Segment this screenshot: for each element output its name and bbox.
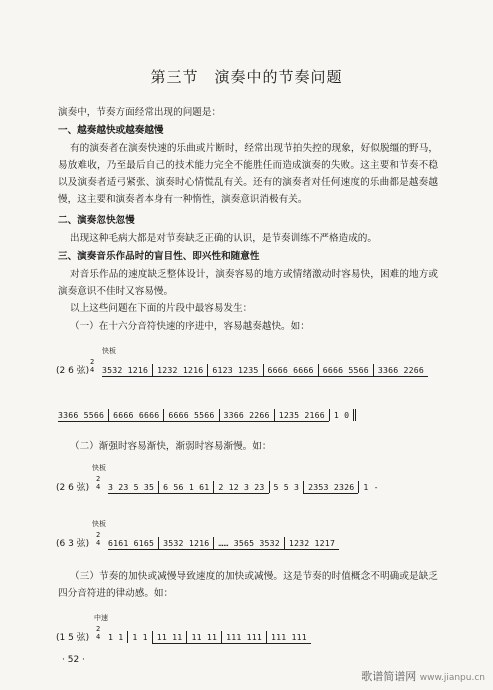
time-signature: 2 4: [96, 475, 101, 491]
string-label: (6 3 弦): [56, 539, 90, 549]
paragraph-3b: 以上这些问题在下面的片段中最容易发生：: [70, 303, 253, 314]
measure: 1 0: [329, 409, 356, 421]
measures: [108, 631, 311, 644]
measure: 5 5 3: [269, 481, 304, 493]
time-signature: 2 4: [96, 625, 101, 641]
example-3-caption: （三）节奏的加快或减慢导致速度的加快或减慢。这是节奏的时值概念不明确或是缺乏四分音符进的律动感。如：: [58, 571, 438, 599]
tempo-mark: 快板: [92, 464, 106, 472]
measure: 11 11: [186, 631, 221, 644]
measure: 1235 2166: [274, 409, 329, 422]
score-row-3: [56, 464, 466, 502]
paragraph-1: 有的演奏者在演奏快速的乐曲或片断时，经常出现节拍失控的现象，好似脱缰的野马，易放难收，乃至最后自己的技术能力完全不能胜任而造成演奏的失败。这主要和节奏不稳以及演奏者适弓紧张、演奏时心情慌乱有关。还有的演奏者对任何速度的乐曲都是越奏越慢，这主要和演奏者本身有一种惰性，演奏意识消极有关。: [58, 143, 438, 205]
string-label: (2 6 弦): [56, 366, 90, 376]
measure: 6666 5566: [163, 409, 218, 422]
heading-1: 一、越奏越快或越奏越慢: [58, 125, 164, 136]
tempo-mark: 快板: [102, 347, 116, 355]
score-row-1: [56, 347, 466, 385]
heading-2: 二、演奏忽快忽慢: [58, 215, 135, 226]
measure: …… 3565 3532: [213, 537, 284, 550]
measures: [108, 481, 383, 494]
measure: 3366 2266: [373, 364, 428, 377]
measure: 3 23 5 35: [108, 481, 158, 494]
measure: 1 1: [108, 632, 124, 642]
paragraph-2: 出现这种毛病大都是对节奏缺乏正确的认识，是节奏训练不严格造成的。: [70, 233, 377, 244]
measure: 6161 6165: [108, 537, 158, 550]
example-2-caption: （二）渐强时容易渐快，渐弱时容易渐慢。如：: [70, 441, 272, 452]
time-signature: 2 4: [90, 358, 95, 374]
score-row-2: [56, 400, 466, 430]
time-signature: 2 4: [96, 531, 101, 547]
measure: 111 111: [266, 631, 311, 644]
measure: 3366 2266: [219, 409, 274, 422]
watermark-en: www.jianpu.cn: [419, 673, 485, 683]
string-label: (1 5 弦): [56, 633, 90, 643]
measures: [58, 409, 356, 422]
measure: 1232 1217: [284, 537, 339, 550]
measure: 1 -: [358, 481, 382, 493]
measure: 111 111: [221, 631, 266, 644]
intro-text: 演奏中，节奏方面经常出现的问题是：: [58, 107, 222, 118]
measure: 3532 1216: [158, 537, 213, 550]
measure: 11 11: [152, 631, 187, 644]
section-title: 第三节 演奏中的节奏问题: [150, 68, 343, 86]
page-number: · 52 ·: [62, 655, 85, 665]
score-row-4: [56, 520, 466, 558]
site-watermark: [361, 668, 485, 684]
measures: [102, 364, 428, 377]
measure: 6 56 1 61: [158, 481, 213, 494]
measure: 6666 6666: [108, 409, 163, 422]
tempo-mark: 快板: [92, 520, 106, 528]
example-1-caption: （一）在十六分音符快速的序进中，容易越奏越快。如：: [70, 321, 310, 332]
measure: 6123 1235: [207, 364, 262, 377]
string-label: (2 6 弦): [56, 483, 90, 493]
measure: 6666 6666: [263, 364, 318, 377]
measures: [108, 537, 339, 550]
measure: 2 12 3 23: [213, 481, 268, 494]
measure: 3366 5566: [58, 409, 108, 422]
score-row-5: [56, 614, 466, 652]
measure: 1 1: [127, 631, 151, 643]
measure: 6666 5566: [318, 364, 373, 377]
tempo-mark: 中速: [94, 614, 108, 622]
measure: 3532 1216: [102, 364, 152, 377]
watermark-cn: 歌谱简谱网: [361, 670, 417, 683]
measure: 1232 1216: [152, 364, 207, 377]
heading-3: 三、演奏音乐作品时的盲目性、即兴性和随意性: [58, 251, 260, 262]
measure: 2353 2326: [303, 481, 358, 494]
paragraph-3: 对音乐作品的速度缺乏整体设计，演奏容易的地方或情绪激动时容易快，困难的地方或演奏意识不佳时又容易慢。: [58, 269, 438, 297]
